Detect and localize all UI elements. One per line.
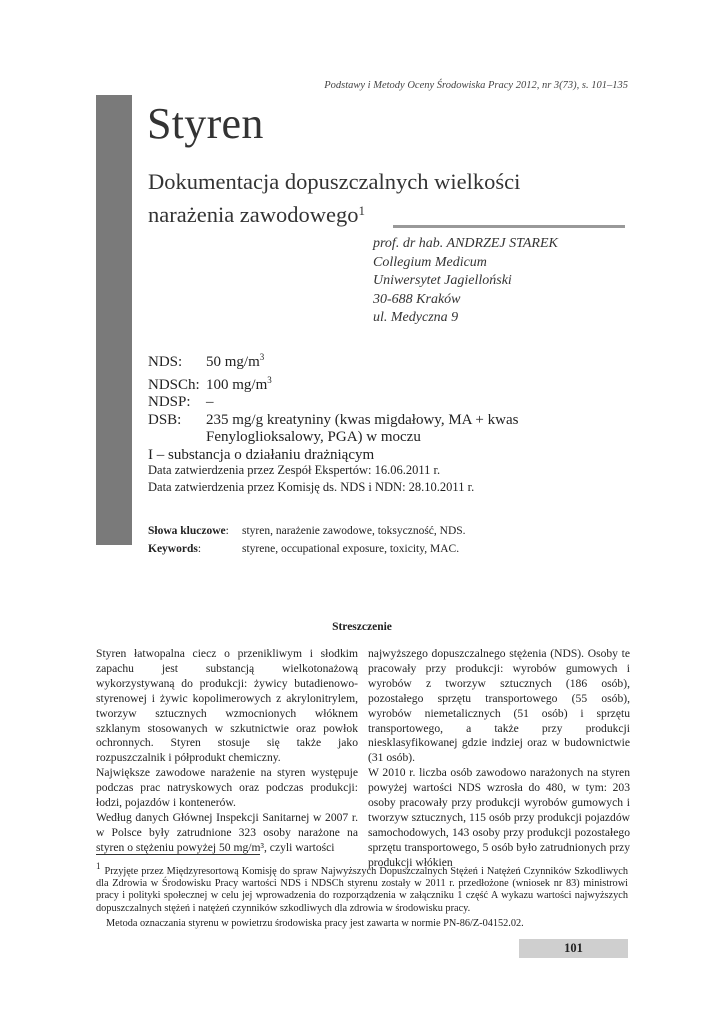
running-header: Podstawy i Metody Oceny Środowiska Pracy 2012, nr 3(73), s. 101–135 — [324, 80, 628, 91]
nds-label: NDS: — [148, 354, 183, 370]
author-name: prof. dr hab. ANDRZEJ STAREK — [373, 236, 558, 251]
ndsch-row — [148, 372, 518, 395]
abstract-paragraph: najwyższego dopuszczalnego stężenia (NDS). Osoby te pracowały przy produkcji: wyrobów gumowych i wyrobów z tworzyw sztucznych (186 osób), pozostałego sprzętu transportowego (55 osób), wyrobów niemetalicznych (51 osób) i sprzętu transportowego, a także przy produkcji niesklasyfikowanej gdzie indziej oraz w budownictwie (31 osób). — [368, 647, 630, 765]
ndsch-label: NDSCh: — [148, 376, 200, 393]
subtitle-line-1: Dokumentacja dopuszczalnych wielkości — [148, 169, 521, 194]
abstract-paragraph: Według danych Głównej Inspekcji Sanitarnej w 2007 r. w Polsce były zatrudnione 323 osoby narażone na styren o stężeniu powyżej 50 mg/m³, czyli wartości — [96, 810, 358, 854]
page-number: 101 — [564, 941, 583, 955]
dsb-value: 235 mg/g kreatyniny (kwas migdałowy, MA + kwas — [206, 411, 519, 428]
keywords-en-row — [148, 541, 466, 559]
page-title: Styren — [147, 99, 264, 148]
ndsch-exponent: 3 — [267, 374, 272, 385]
ndsp-value: – — [206, 394, 214, 410]
abstract-paragraph: W 2010 r. liczba osób zawodowo narażonych na styren powyżej wartości NDS wzrosła do 480, w tym: 203 osoby pracowały przy produkcji wyrobów gumowych i tworzyw sztucznych, 115 osób przy produkcji pojazdów samochodowych, 143 osoby przy produkcji pozostałego sprzętu transportowego, 5 osób było zatrudnionych przy produkcji włókien — [368, 766, 630, 869]
keywords-en-colon: : — [197, 542, 202, 555]
author-affiliation-2: Uniwersytet Jagielloński — [373, 273, 512, 288]
exposure-limits — [148, 349, 518, 464]
footnote-1-mark: 1 — [96, 861, 101, 871]
footnote-divider — [96, 854, 260, 855]
title-side-bar — [96, 95, 132, 545]
irritant-note: I – substancja o działaniu drażniącym — [148, 446, 375, 463]
abstract-right-column — [368, 647, 630, 871]
ndsch-value: 100 mg/m — [206, 376, 268, 393]
footnote-2: Metoda oznaczania styrenu w powietrzu środowiska pracy jest zawarta w normie PN-86/Z-04152.02. — [106, 917, 524, 929]
abstract-paragraph: Największe zawodowe narażenie na styren występuje podczas prac natryskowych oraz podczas produkcji: łodzi, pojazdów i kontenerów. — [96, 766, 358, 810]
keywords-pl-colon: : — [225, 525, 229, 537]
approval-dates — [148, 462, 474, 496]
keywords-pl-label: Słowa kluczowe — [148, 525, 226, 537]
subtitle-footnote-mark: 1 — [358, 203, 366, 218]
footnotes — [96, 860, 628, 930]
keywords-pl-values: styren, narażenie zawodowe, toksyczność, NDS. — [242, 525, 466, 537]
ndsp-label: NDSP: — [148, 394, 191, 410]
author-block — [373, 235, 558, 328]
keywords-en-values: styrene, occupational exposure, toxicity, MAC. — [242, 542, 460, 555]
keywords-block — [148, 523, 466, 558]
experts-approval-date: Data zatwierdzenia przez Zespół Ekspertów: 16.06.2011 r. — [148, 463, 441, 477]
author-affiliation-1: Collegium Medicum — [373, 254, 487, 270]
nds-value: 50 mg/m — [206, 354, 260, 370]
author-street: ul. Medyczna 9 — [373, 310, 459, 325]
keywords-en-label: Keywords — [148, 542, 198, 555]
abstract-paragraph: Styren łatwopalna ciecz o przenikliwym i słodkim zapachu jest substancją wielkotonażową wykorzystywaną do produkcji: żywicy butadienowo-styrenowej i żywic kopolimerowych z akrylonitrylem, tworzyw sztucznych wzmocnionych włóknem szklanym stosowanych w szkutnictwie oraz powłok ochronnych. Styren stosuje się także jako rozpuszczalnik i półprodukt chemiczny. — [96, 647, 358, 765]
abstract-left-column — [96, 647, 358, 856]
keywords-en-label-wrap — [148, 541, 242, 559]
commission-approval-date: Data zatwierdzenia przez Komisję ds. NDS i NDN: 28.10.2011 r. — [148, 480, 475, 494]
keywords-pl-row — [148, 523, 466, 541]
abstract-heading: Streszczenie — [332, 621, 392, 633]
keywords-pl-label-wrap — [148, 523, 242, 541]
dsb-value-continuation: Fenyloglioksalowy, PGA) w moczu — [206, 429, 421, 445]
document-subtitle — [148, 167, 520, 229]
footnote-1 — [96, 860, 628, 915]
author-city: 30-688 Kraków — [373, 291, 461, 307]
footnote-1-text: Przyjęte przez Międzyresortową Komisję do spraw Najwyższych Dopuszczalnych Stężeń i Natężeń Czynników Szkodliwych dla Zdrowia w Środowisku Pracy wartości NDS i NDSCh styrenu zostały w 2011 r. przedłożone (wniosek nr 83) ministrowi pracy i polityki społecznej w celu jej wprowadzenia do rozporządzenia w załączniku 1 część A wykazu wartości najwyższych dopuszczalnych stężeń i natężeń czynników szkodliwych dla zdrowia w środowisku pracy. — [96, 866, 628, 914]
dsb-row — [148, 412, 518, 430]
ndsp-row — [148, 394, 518, 412]
subtitle-line-2-text: narażenia zawodowego — [148, 202, 359, 227]
subtitle-divider — [393, 225, 625, 228]
dsb-label: DSB: — [148, 411, 182, 428]
nds-row — [148, 349, 518, 372]
nds-exponent: 3 — [259, 352, 265, 362]
